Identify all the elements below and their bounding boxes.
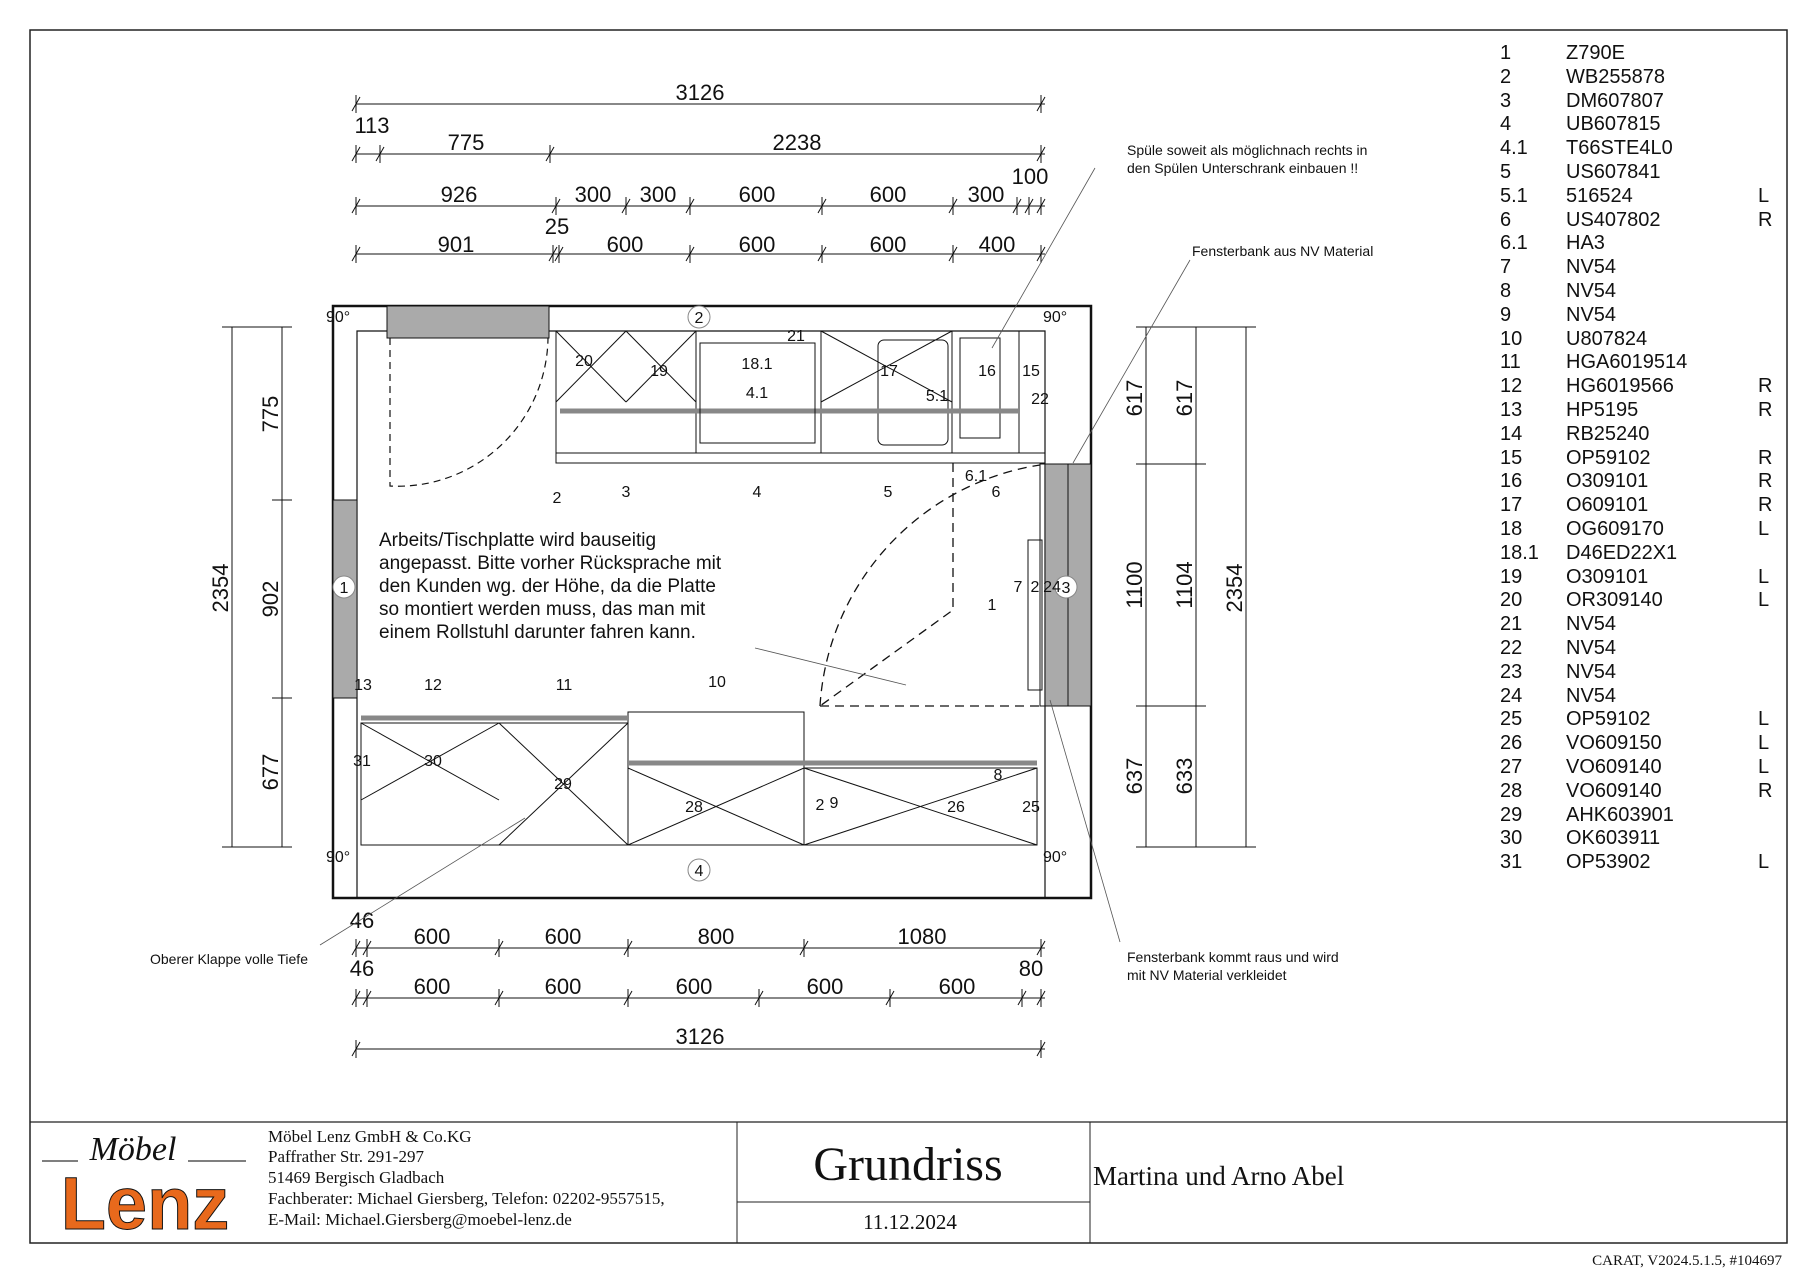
unit-label-10: 10 <box>708 674 726 691</box>
part-code: HGA6019514 <box>1566 351 1688 374</box>
row-label-3: 3 <box>621 484 631 501</box>
part-side <box>1758 161 1780 185</box>
row-label-5: 5 <box>883 484 893 501</box>
part-side <box>1758 661 1780 685</box>
part-number: 17 <box>1500 494 1523 517</box>
dim-left-c: 677 <box>258 753 283 791</box>
plan-title: Grundriss <box>813 1138 1003 1191</box>
parts-list-row <box>1500 756 1780 780</box>
part-number: 21 <box>1500 613 1523 636</box>
dim-right-c2-b: 1104 <box>1172 561 1197 609</box>
parts-list-row <box>1500 851 1780 875</box>
note-sill-top: Fensterbank aus NV Material <box>1192 243 1374 259</box>
unit-label-11: 11 <box>555 677 573 694</box>
part-code: D46ED22X1 <box>1566 541 1678 564</box>
part-code: HG6019566 <box>1566 375 1674 398</box>
note-worktop-5: einem Rollstuhl darunter fahren kann. <box>379 622 696 643</box>
part-side: R <box>1758 208 1773 231</box>
unit-label-2-bottom: 2 <box>815 797 825 814</box>
part-side: L <box>1758 565 1770 588</box>
parts-list-row <box>1500 137 1780 161</box>
unit-label-13: 13 <box>354 677 372 694</box>
part-side <box>1758 328 1780 352</box>
part-code: NV54 <box>1566 684 1617 707</box>
parts-list-row <box>1500 66 1780 90</box>
dim-bot-r1-a: 46 <box>349 908 375 933</box>
part-side: R <box>1758 398 1773 421</box>
svg-text:1: 1 <box>339 580 349 597</box>
parts-list-row <box>1500 589 1780 613</box>
part-number: 3 <box>1500 89 1512 112</box>
unit-label-1: 1 <box>987 597 997 614</box>
part-number: 18 <box>1500 517 1523 540</box>
dim-top-r2-f: 300 <box>967 182 1005 207</box>
part-number: 15 <box>1500 446 1523 469</box>
part-number: 7 <box>1500 256 1512 279</box>
part-code: NV54 <box>1566 256 1617 279</box>
customer-name: Martina und Arno Abel <box>1093 1161 1345 1191</box>
part-code: NV54 <box>1566 279 1617 302</box>
part-code: US607841 <box>1566 160 1661 183</box>
worktop-curve <box>820 465 1040 706</box>
part-number: 12 <box>1500 375 1523 398</box>
parts-list-row <box>1500 232 1780 256</box>
dim-left-overall: 2354 <box>208 563 233 613</box>
part-side <box>1758 304 1780 328</box>
part-number: 20 <box>1500 589 1523 612</box>
part-side <box>1758 66 1780 90</box>
parts-list-row <box>1500 423 1780 447</box>
part-side <box>1758 804 1780 828</box>
part-code: OP59102 <box>1566 446 1651 469</box>
angle-top-right: 90° <box>1043 309 1068 326</box>
dim-bot-r2-e: 600 <box>806 974 844 999</box>
part-code: O609101 <box>1566 494 1649 517</box>
dim-left-a: 775 <box>258 395 283 433</box>
wall-marker-2 <box>688 306 710 328</box>
parts-list-row <box>1500 542 1780 566</box>
parts-list-row <box>1500 399 1780 423</box>
dim-right-c1-a: 617 <box>1122 379 1147 417</box>
part-code: Z790E <box>1566 42 1625 64</box>
parts-list-row <box>1500 42 1780 66</box>
dim-top-r2-b: 300 <box>574 182 612 207</box>
dim-top-r3-d: 600 <box>738 232 776 257</box>
part-side: L <box>1758 184 1770 207</box>
part-number: 9 <box>1500 303 1512 326</box>
dim-top-r2-c: 300 <box>639 182 677 207</box>
dim-bot-overall: 3126 <box>675 1024 725 1049</box>
part-side: L <box>1758 589 1770 612</box>
part-side <box>1758 42 1780 66</box>
unit-label-19: 19 <box>650 363 668 380</box>
parts-list-row <box>1500 732 1780 756</box>
row-label-6-1: 6.1 <box>964 468 988 485</box>
part-number: 14 <box>1500 422 1523 445</box>
parts-list-row <box>1500 113 1780 137</box>
unit-label-30: 30 <box>424 753 442 770</box>
part-code: OP59102 <box>1566 708 1651 731</box>
parts-list-row <box>1500 375 1780 399</box>
angle-bottom-right: 90° <box>1043 849 1068 866</box>
parts-list-row <box>1500 708 1780 732</box>
row-label-4: 4 <box>752 484 762 501</box>
note-sink-2: den Spülen Unterschrank einbauen !! <box>1127 160 1359 176</box>
dim-right-c1-b: 1100 <box>1122 561 1147 609</box>
part-side <box>1758 256 1780 280</box>
part-side: R <box>1758 446 1773 469</box>
parts-list-row <box>1500 304 1780 328</box>
unit-label-29: 29 <box>554 776 572 793</box>
part-number: 16 <box>1500 470 1523 493</box>
note-sink-1: Spüle soweit als möglichnach rechts in <box>1127 142 1368 158</box>
part-number: 23 <box>1500 660 1523 683</box>
note-worktop-4: so montiert werden muss, das man mit <box>379 599 706 620</box>
part-code: VO609140 <box>1566 779 1662 802</box>
parts-list-row <box>1500 780 1780 804</box>
dim-right-c1-c: 637 <box>1122 757 1147 795</box>
note-worktop-2: angepasst. Bitte vorher Rücksprache mit <box>379 553 722 574</box>
note-sill-bottom-2: mit NV Material verkleidet <box>1127 967 1287 983</box>
part-number: 30 <box>1500 827 1523 850</box>
logo-top-text: Möbel <box>89 1131 177 1168</box>
part-side <box>1758 827 1780 851</box>
angle-bottom-left: 90° <box>326 849 351 866</box>
unit-label-26: 26 <box>947 799 965 816</box>
part-side <box>1758 685 1780 709</box>
parts-list-row <box>1500 518 1780 542</box>
dim-top-r3-b: 25 <box>544 214 570 239</box>
part-code: OK603911 <box>1566 827 1661 850</box>
part-side <box>1758 351 1780 375</box>
dim-top-r1-c: 2238 <box>772 130 822 155</box>
upper-cabinet-row <box>556 331 1045 463</box>
part-side: R <box>1758 470 1773 493</box>
part-number: 25 <box>1500 708 1523 731</box>
part-side <box>1758 542 1780 566</box>
dim-top-r3-a: 901 <box>437 232 475 257</box>
unit-label-16: 16 <box>978 363 996 380</box>
worktop-outline <box>820 463 1040 706</box>
parts-list-row <box>1500 256 1780 280</box>
dim-left-b: 902 <box>258 580 283 618</box>
part-code: VO609150 <box>1566 732 1662 755</box>
unit-label-15: 15 <box>1022 363 1040 380</box>
row-label-2: 2 <box>552 490 562 507</box>
parts-list-row <box>1500 661 1780 685</box>
part-code: NV54 <box>1566 660 1617 683</box>
part-number: 26 <box>1500 732 1523 755</box>
part-code: AHK603901 <box>1566 803 1674 826</box>
part-number: 28 <box>1500 779 1523 802</box>
unit-label-31: 31 <box>353 753 371 770</box>
part-code: O309101 <box>1566 565 1649 588</box>
company-email: E-Mail: Michael.Giersberg@moebel-lenz.de <box>268 1210 572 1229</box>
part-code: VO609140 <box>1566 755 1662 778</box>
parts-list-row <box>1500 685 1780 709</box>
svg-text:3: 3 <box>1061 580 1071 597</box>
part-number: 2 <box>1500 65 1512 88</box>
part-code: HP5195 <box>1566 398 1639 421</box>
svg-text:4: 4 <box>694 863 704 880</box>
unit-label-21: 21 <box>787 328 805 345</box>
part-code: UB607815 <box>1566 113 1661 136</box>
note-flap: Oberer Klappe volle Tiefe <box>150 951 308 967</box>
parts-list-row <box>1500 637 1780 661</box>
part-code: WB255878 <box>1566 65 1665 88</box>
part-side <box>1758 113 1780 137</box>
part-code: NV54 <box>1566 303 1617 326</box>
part-code: OP53902 <box>1566 851 1651 874</box>
dim-bot-r1-e: 1080 <box>897 924 947 949</box>
company-advisor: Fachberater: Michael Giersberg, Telefon: 02202-9557515, <box>268 1189 665 1208</box>
parts-list-row <box>1500 90 1780 114</box>
svg-text:2: 2 <box>694 310 704 327</box>
part-side: L <box>1758 851 1770 874</box>
part-side: L <box>1758 755 1770 778</box>
part-number: 27 <box>1500 755 1523 778</box>
part-side <box>1758 613 1780 637</box>
wall-marker-1 <box>333 576 355 598</box>
window-left <box>333 500 357 698</box>
part-code: U807824 <box>1566 327 1648 350</box>
unit-label-2-right: 2 <box>1030 579 1040 596</box>
unit-label-22: 22 <box>1031 391 1049 408</box>
unit-label-18-1: 18.1 <box>741 356 773 373</box>
part-side: R <box>1758 494 1773 517</box>
part-code: OG609170 <box>1566 517 1664 540</box>
part-code: NV54 <box>1566 613 1617 636</box>
dim-top-overall: 3126 <box>675 80 725 105</box>
part-number: 10 <box>1500 327 1523 350</box>
dim-bot-r1-b: 600 <box>413 924 451 949</box>
unit-label-28: 28 <box>685 799 703 816</box>
part-number: 5 <box>1500 160 1512 183</box>
unit-label-24: 24 <box>1043 579 1061 596</box>
dim-bot-r2-f: 600 <box>938 974 976 999</box>
dim-right-c2-c: 633 <box>1172 757 1197 795</box>
part-code: 516524 <box>1566 184 1633 207</box>
parts-list-row <box>1500 328 1780 352</box>
part-code: NV54 <box>1566 636 1617 659</box>
part-side <box>1758 232 1780 256</box>
unit-label-4-1: 4.1 <box>745 385 769 402</box>
parts-list-row <box>1500 566 1780 590</box>
parts-list-row <box>1500 494 1780 518</box>
parts-list <box>1500 42 1780 875</box>
company-street: Paffrather Str. 291-297 <box>268 1147 424 1166</box>
door-top <box>387 306 549 338</box>
unit-label-12: 12 <box>424 677 442 694</box>
parts-list-row <box>1500 351 1780 375</box>
dim-right-c2-a: 617 <box>1172 379 1197 417</box>
parts-list-row <box>1500 161 1780 185</box>
part-number: 11 <box>1500 351 1521 374</box>
part-number: 29 <box>1500 803 1523 826</box>
logo-main-text: Lenz <box>60 1162 230 1245</box>
part-side: R <box>1758 779 1773 802</box>
dim-bot-r2-c: 600 <box>544 974 582 999</box>
dim-top-r2-e: 600 <box>869 182 907 207</box>
unit-label-17: 17 <box>880 363 898 380</box>
part-number: 4 <box>1500 113 1512 136</box>
software-version: CARAT, V2024.5.1.5, #104697 <box>1592 1253 1782 1269</box>
unit-label-5-1: 5.1 <box>925 388 949 405</box>
dim-bot-r2-d: 600 <box>675 974 713 999</box>
parts-list-row <box>1500 209 1780 233</box>
part-number: 18.1 <box>1500 541 1539 564</box>
part-number: 1 <box>1500 42 1512 64</box>
dim-top-r2-g: 100 <box>1011 164 1049 189</box>
unit-label-7: 7 <box>1013 579 1023 596</box>
part-side: L <box>1758 708 1770 731</box>
part-code: O309101 <box>1566 470 1649 493</box>
part-number: 13 <box>1500 398 1523 421</box>
part-side <box>1758 90 1780 114</box>
note-sill-bottom-1: Fensterbank kommt raus und wird <box>1127 949 1339 965</box>
unit-label-8: 8 <box>993 767 1003 784</box>
dim-bot-r2-g: 80 <box>1018 956 1044 981</box>
part-code: DM607807 <box>1566 89 1664 112</box>
company-city: 51469 Bergisch Gladbach <box>268 1168 445 1187</box>
part-number: 8 <box>1500 279 1512 302</box>
part-code: RB25240 <box>1566 422 1650 445</box>
part-side: L <box>1758 732 1770 755</box>
part-code: OR309140 <box>1566 589 1663 612</box>
note-worktop-1: Arbeits/Tischplatte wird bauseitig <box>379 530 657 551</box>
parts-list-row <box>1500 827 1780 851</box>
part-side: L <box>1758 517 1770 540</box>
unit-label-9: 9 <box>829 795 839 812</box>
dim-top-r2-a: 926 <box>440 182 478 207</box>
part-side <box>1758 137 1780 161</box>
dim-top-r1-b: 775 <box>447 130 485 155</box>
part-number: 6.1 <box>1500 232 1528 255</box>
part-number: 4.1 <box>1500 137 1528 160</box>
wall-marker-4 <box>688 859 710 881</box>
part-number: 24 <box>1500 684 1523 707</box>
part-number: 6 <box>1500 208 1512 231</box>
part-code: T66STE4L0 <box>1566 137 1673 160</box>
dim-right-overall: 2354 <box>1222 563 1247 613</box>
company-name: Möbel Lenz GmbH & Co.KG <box>268 1127 472 1146</box>
door-swing <box>390 338 548 486</box>
part-side <box>1758 423 1780 447</box>
dim-top-r1-a: 113 <box>354 113 390 138</box>
dim-bot-r2-a: 46 <box>349 956 375 981</box>
parts-list-row <box>1500 447 1780 471</box>
part-side <box>1758 637 1780 661</box>
note-worktop-3: den Kunden wg. der Höhe, da die Platte <box>379 576 716 597</box>
parts-list-row <box>1500 185 1780 209</box>
part-code: HA3 <box>1566 232 1605 255</box>
part-side: R <box>1758 375 1773 398</box>
company-logo <box>42 1131 246 1245</box>
angle-top-left: 90° <box>326 309 351 326</box>
dim-top-r3-c: 600 <box>606 232 644 257</box>
part-number: 22 <box>1500 636 1523 659</box>
row-label-6: 6 <box>991 484 1001 501</box>
part-number: 19 <box>1500 565 1523 588</box>
part-side <box>1758 280 1780 304</box>
parts-list-row <box>1500 613 1780 637</box>
lower-cabinet-row <box>361 712 1037 845</box>
plan-date: 11.12.2024 <box>863 1210 957 1234</box>
dim-top-r3-f: 400 <box>978 232 1016 257</box>
dim-bot-r1-d: 800 <box>697 924 735 949</box>
part-number: 5.1 <box>1500 184 1528 207</box>
part-code: US407802 <box>1566 208 1661 231</box>
dim-bot-r2-b: 600 <box>413 974 451 999</box>
parts-list-row <box>1500 470 1780 494</box>
dim-top-r2-d: 600 <box>738 182 776 207</box>
unit-label-20: 20 <box>575 353 593 370</box>
unit-label-25: 25 <box>1022 799 1040 816</box>
parts-list-row <box>1500 804 1780 828</box>
parts-list-row <box>1500 280 1780 304</box>
part-number: 31 <box>1500 851 1523 874</box>
dim-top-r3-e: 600 <box>869 232 907 257</box>
dim-bot-r1-c: 600 <box>544 924 582 949</box>
